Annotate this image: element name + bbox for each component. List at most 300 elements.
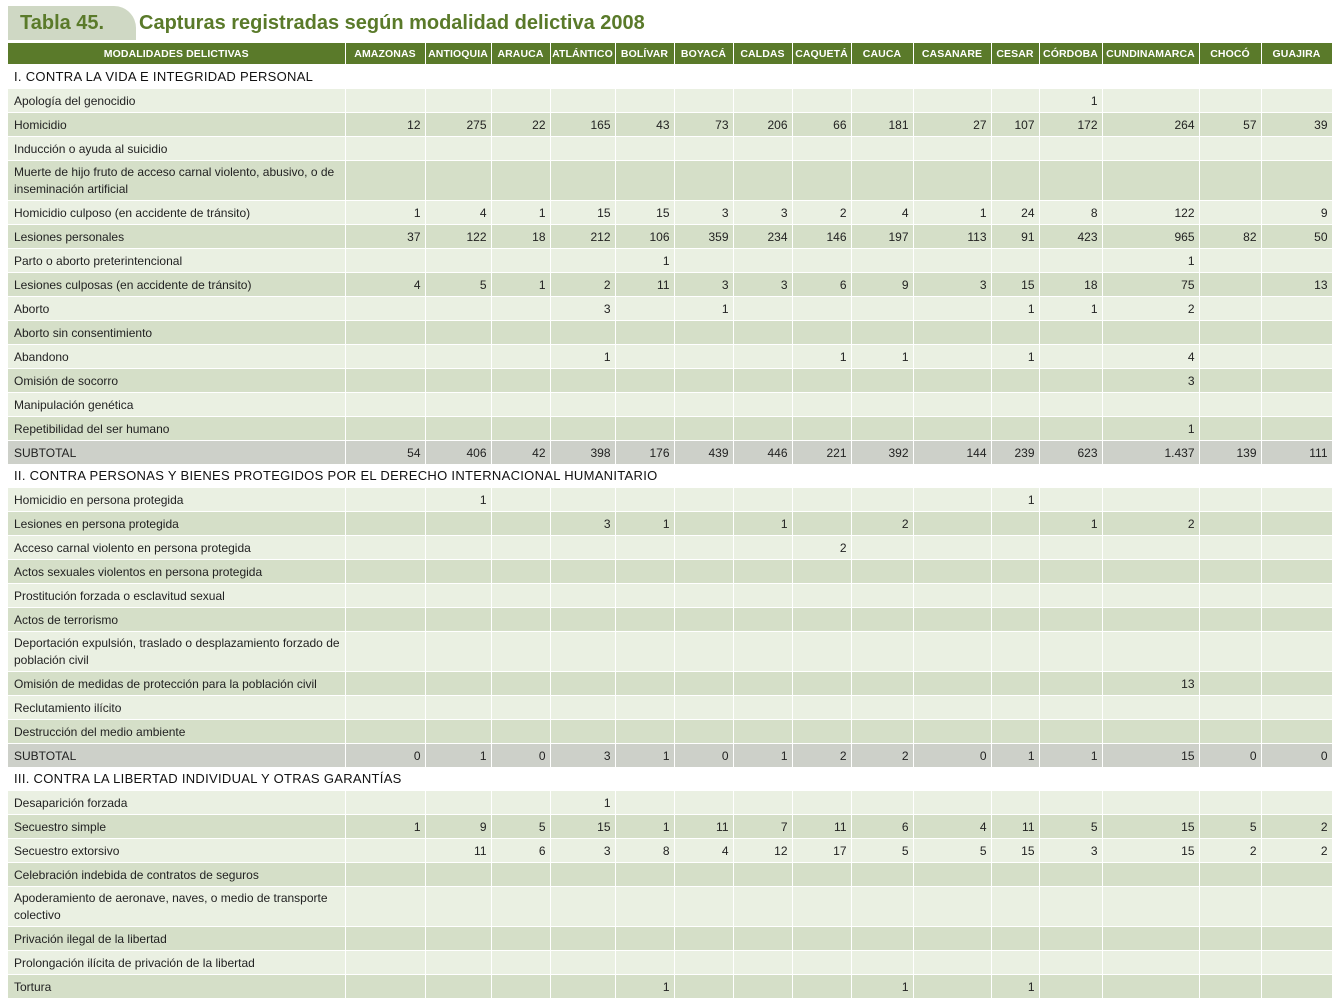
value-cell [425, 951, 491, 975]
value-cell [550, 417, 615, 441]
value-cell [674, 632, 733, 672]
value-cell [425, 584, 491, 608]
value-cell: 4 [851, 201, 913, 225]
value-cell [674, 584, 733, 608]
value-cell [491, 345, 550, 369]
value-cell [1199, 536, 1261, 560]
value-cell [345, 608, 425, 632]
value-cell: 82 [1199, 225, 1261, 249]
value-cell [550, 951, 615, 975]
value-cell [733, 791, 792, 815]
section-title: III. CONTRA LA LIBERTAD INDIVIDUAL Y OTRAS GARANTÍAS [8, 768, 1332, 791]
value-cell: 3 [733, 273, 792, 297]
value-cell: 15 [991, 273, 1039, 297]
value-cell: 122 [1102, 201, 1199, 225]
value-cell [550, 393, 615, 417]
value-cell [345, 863, 425, 887]
value-cell [991, 584, 1039, 608]
value-cell [1039, 975, 1102, 999]
value-cell [1102, 632, 1199, 672]
value-cell [1199, 89, 1261, 113]
value-cell: 2 [1102, 512, 1199, 536]
row-label: Abandono [8, 345, 345, 369]
table-row [8, 791, 1332, 815]
value-cell [792, 608, 851, 632]
value-cell: 206 [733, 113, 792, 137]
value-cell: 8 [615, 839, 674, 863]
value-cell [425, 161, 491, 201]
value-cell [913, 369, 991, 393]
value-cell [615, 369, 674, 393]
value-cell [733, 632, 792, 672]
value-cell [550, 488, 615, 512]
value-cell [792, 791, 851, 815]
value-cell [792, 584, 851, 608]
value-cell: 9 [425, 815, 491, 839]
value-cell [1261, 488, 1332, 512]
value-cell [550, 161, 615, 201]
section-header-row [8, 768, 1332, 791]
value-cell [792, 863, 851, 887]
value-cell [491, 975, 550, 999]
value-cell [615, 321, 674, 345]
row-label: Lesiones personales [8, 225, 345, 249]
value-cell [1199, 345, 1261, 369]
value-cell [851, 720, 913, 744]
value-cell [550, 89, 615, 113]
value-cell [1261, 696, 1332, 720]
value-cell [491, 887, 550, 927]
value-cell: 3 [550, 744, 615, 768]
value-cell [615, 927, 674, 951]
value-cell [913, 791, 991, 815]
value-cell: 275 [425, 113, 491, 137]
value-cell [1261, 536, 1332, 560]
value-cell [674, 512, 733, 536]
value-cell [550, 369, 615, 393]
value-cell [425, 791, 491, 815]
value-cell [1261, 297, 1332, 321]
value-cell: 1 [991, 744, 1039, 768]
value-cell [1199, 321, 1261, 345]
value-cell [674, 720, 733, 744]
value-cell: 144 [913, 441, 991, 465]
value-cell [1199, 249, 1261, 273]
subtotal-label: SUBTOTAL [8, 744, 345, 768]
value-cell [1039, 951, 1102, 975]
value-cell [425, 608, 491, 632]
value-cell [615, 608, 674, 632]
value-cell [491, 417, 550, 441]
value-cell [674, 887, 733, 927]
value-cell [1261, 560, 1332, 584]
value-cell [1199, 161, 1261, 201]
value-cell: 9 [1261, 201, 1332, 225]
value-cell [345, 839, 425, 863]
value-cell: 12 [345, 113, 425, 137]
value-cell [991, 249, 1039, 273]
value-cell [1199, 369, 1261, 393]
value-cell [345, 89, 425, 113]
value-cell [1261, 672, 1332, 696]
value-cell [991, 791, 1039, 815]
value-cell: 3 [674, 201, 733, 225]
value-cell [491, 720, 550, 744]
value-cell [1199, 720, 1261, 744]
value-cell [550, 975, 615, 999]
value-cell [991, 672, 1039, 696]
value-cell: 15 [550, 815, 615, 839]
value-cell [674, 393, 733, 417]
section-header-row [8, 465, 1332, 488]
value-cell: 1 [491, 201, 550, 225]
value-cell [1199, 608, 1261, 632]
value-cell [615, 488, 674, 512]
value-cell: 107 [991, 113, 1039, 137]
value-cell [1199, 137, 1261, 161]
value-cell: 423 [1039, 225, 1102, 249]
value-cell: 75 [1102, 273, 1199, 297]
value-cell [733, 393, 792, 417]
value-cell [991, 608, 1039, 632]
value-cell [792, 297, 851, 321]
value-cell [1102, 608, 1199, 632]
value-cell [491, 488, 550, 512]
value-cell: 176 [615, 441, 674, 465]
value-cell [491, 536, 550, 560]
value-cell [991, 696, 1039, 720]
value-cell: 0 [913, 744, 991, 768]
value-cell [991, 951, 1039, 975]
value-cell [1039, 369, 1102, 393]
value-cell [425, 137, 491, 161]
value-cell [1039, 249, 1102, 273]
table-row [8, 393, 1332, 417]
value-cell [733, 720, 792, 744]
value-cell [851, 672, 913, 696]
value-cell [1102, 951, 1199, 975]
value-cell [345, 720, 425, 744]
table-body [8, 65, 1332, 999]
value-cell [733, 249, 792, 273]
value-cell: 5 [1199, 815, 1261, 839]
value-cell [491, 297, 550, 321]
value-cell [1199, 417, 1261, 441]
value-cell: 11 [425, 839, 491, 863]
value-cell [1199, 951, 1261, 975]
value-cell [1199, 201, 1261, 225]
value-cell [851, 791, 913, 815]
value-cell [1102, 720, 1199, 744]
value-cell [1102, 560, 1199, 584]
value-cell [345, 161, 425, 201]
value-cell [851, 369, 913, 393]
value-cell [345, 975, 425, 999]
value-cell [792, 249, 851, 273]
value-cell [1102, 791, 1199, 815]
row-label: Aborto sin consentimiento [8, 321, 345, 345]
table-row [8, 632, 1332, 672]
value-cell [345, 393, 425, 417]
value-cell [792, 512, 851, 536]
value-cell: 1 [851, 975, 913, 999]
table-row [8, 417, 1332, 441]
value-cell: 1 [851, 345, 913, 369]
row-label: Lesiones culposas (en accidente de tránsito) [8, 273, 345, 297]
value-cell [1261, 369, 1332, 393]
value-cell [733, 887, 792, 927]
value-cell: 39 [1261, 113, 1332, 137]
value-cell [425, 536, 491, 560]
value-cell [1261, 975, 1332, 999]
value-cell [851, 536, 913, 560]
value-cell: 2 [1261, 839, 1332, 863]
value-cell [851, 161, 913, 201]
value-cell [674, 345, 733, 369]
row-label: Prolongación ilícita de privación de la libertad [8, 951, 345, 975]
column-header-department: CHOCÓ [1199, 43, 1261, 65]
value-cell: 15 [1102, 839, 1199, 863]
value-cell [913, 975, 991, 999]
value-cell [615, 393, 674, 417]
value-cell: 392 [851, 441, 913, 465]
value-cell [733, 975, 792, 999]
value-cell [851, 417, 913, 441]
value-cell [1261, 89, 1332, 113]
value-cell [674, 89, 733, 113]
value-cell [792, 672, 851, 696]
row-label: Homicidio en persona protegida [8, 488, 345, 512]
value-cell [615, 297, 674, 321]
value-cell [1102, 89, 1199, 113]
table-row [8, 113, 1332, 137]
value-cell [1261, 345, 1332, 369]
value-cell: 181 [851, 113, 913, 137]
value-cell [491, 863, 550, 887]
table-row [8, 369, 1332, 393]
value-cell [345, 696, 425, 720]
value-cell [733, 584, 792, 608]
value-cell [1261, 951, 1332, 975]
value-cell [991, 161, 1039, 201]
column-header-department: CAUCA [851, 43, 913, 65]
column-header-department: CESAR [991, 43, 1039, 65]
row-label: Deportación expulsión, traslado o desplazamiento forzado de población civil [8, 632, 345, 672]
table-row [8, 512, 1332, 536]
value-cell: 0 [1261, 744, 1332, 768]
row-label: Homicidio culposo (en accidente de tránsito) [8, 201, 345, 225]
value-cell [674, 249, 733, 273]
value-cell: 4 [1102, 345, 1199, 369]
value-cell [615, 632, 674, 672]
value-cell [491, 89, 550, 113]
value-cell [1261, 720, 1332, 744]
value-cell [851, 584, 913, 608]
value-cell [615, 89, 674, 113]
row-label: Tortura [8, 975, 345, 999]
row-label: Inducción o ayuda al suicidio [8, 137, 345, 161]
value-cell [1261, 249, 1332, 273]
table-row [8, 201, 1332, 225]
value-cell [792, 488, 851, 512]
value-cell [491, 321, 550, 345]
value-cell [913, 863, 991, 887]
value-cell [345, 488, 425, 512]
value-cell [1102, 393, 1199, 417]
value-cell [1039, 887, 1102, 927]
value-cell [615, 161, 674, 201]
value-cell [491, 951, 550, 975]
value-cell [345, 632, 425, 672]
value-cell [1102, 161, 1199, 201]
value-cell [1039, 720, 1102, 744]
column-header-department: CAQUETÁ [792, 43, 851, 65]
table-row [8, 608, 1332, 632]
table-row [8, 720, 1332, 744]
value-cell: 5 [851, 839, 913, 863]
value-cell [1102, 536, 1199, 560]
column-header-department: BOYACÁ [674, 43, 733, 65]
value-cell [792, 321, 851, 345]
value-cell [913, 249, 991, 273]
row-label: Celebración indebida de contratos de seguros [8, 863, 345, 887]
value-cell: 1 [1039, 512, 1102, 536]
value-cell [913, 393, 991, 417]
value-cell [1199, 632, 1261, 672]
value-cell [913, 345, 991, 369]
value-cell: 42 [491, 441, 550, 465]
column-header-department: CUNDINAMARCA [1102, 43, 1199, 65]
value-cell [425, 393, 491, 417]
value-cell [1102, 321, 1199, 345]
value-cell: 17 [792, 839, 851, 863]
value-cell: 1 [615, 249, 674, 273]
value-cell: 1 [550, 791, 615, 815]
value-cell: 1 [1039, 89, 1102, 113]
value-cell [345, 791, 425, 815]
row-label: Destrucción del medio ambiente [8, 720, 345, 744]
value-cell [991, 393, 1039, 417]
value-cell [425, 369, 491, 393]
value-cell [345, 512, 425, 536]
value-cell: 6 [851, 815, 913, 839]
value-cell: 122 [425, 225, 491, 249]
value-cell [425, 512, 491, 536]
value-cell [674, 560, 733, 584]
value-cell [345, 321, 425, 345]
value-cell [733, 417, 792, 441]
value-cell: 3 [913, 273, 991, 297]
value-cell: 2 [792, 744, 851, 768]
value-cell [792, 560, 851, 584]
value-cell [913, 951, 991, 975]
value-cell [1039, 488, 1102, 512]
value-cell: 239 [991, 441, 1039, 465]
table-row [8, 887, 1332, 927]
value-cell: 5 [491, 815, 550, 839]
value-cell: 13 [1102, 672, 1199, 696]
section-title: II. CONTRA PERSONAS Y BIENES PROTEGIDOS POR EL DERECHO INTERNACIONAL HUMANITARIO [8, 465, 1332, 488]
value-cell [913, 632, 991, 672]
value-cell [345, 887, 425, 927]
value-cell [550, 887, 615, 927]
value-cell [851, 696, 913, 720]
row-label: Omisión de socorro [8, 369, 345, 393]
value-cell: 165 [550, 113, 615, 137]
value-cell [674, 951, 733, 975]
value-cell [1199, 273, 1261, 297]
value-cell [991, 89, 1039, 113]
value-cell: 623 [1039, 441, 1102, 465]
value-cell [792, 417, 851, 441]
value-cell: 2 [792, 201, 851, 225]
value-cell: 15 [615, 201, 674, 225]
value-cell [851, 89, 913, 113]
value-cell [991, 321, 1039, 345]
value-cell: 212 [550, 225, 615, 249]
value-cell: 15 [1102, 815, 1199, 839]
value-cell [991, 512, 1039, 536]
value-cell [1039, 632, 1102, 672]
value-cell: 1 [615, 815, 674, 839]
value-cell [425, 632, 491, 672]
value-cell [550, 720, 615, 744]
value-cell: 0 [491, 744, 550, 768]
value-cell [1261, 512, 1332, 536]
value-cell: 6 [792, 273, 851, 297]
value-cell [491, 791, 550, 815]
value-cell: 439 [674, 441, 733, 465]
value-cell [733, 137, 792, 161]
value-cell [851, 137, 913, 161]
column-header-department: CÓRDOBA [1039, 43, 1102, 65]
column-header-department: ATLÁNTICO [550, 43, 615, 65]
value-cell: 2 [851, 512, 913, 536]
value-cell: 3 [550, 512, 615, 536]
value-cell: 8 [1039, 201, 1102, 225]
value-cell [1102, 584, 1199, 608]
value-cell [1199, 975, 1261, 999]
table-row [8, 696, 1332, 720]
value-cell [792, 975, 851, 999]
column-header-department: ANTIOQUIA [425, 43, 491, 65]
value-cell [1199, 297, 1261, 321]
value-cell [491, 696, 550, 720]
value-cell [674, 137, 733, 161]
value-cell [425, 345, 491, 369]
value-cell [1261, 927, 1332, 951]
value-cell [1102, 927, 1199, 951]
value-cell [345, 672, 425, 696]
value-cell: 2 [1261, 815, 1332, 839]
value-cell [491, 393, 550, 417]
value-cell [615, 791, 674, 815]
value-cell: 11 [792, 815, 851, 839]
value-cell: 1 [733, 512, 792, 536]
value-cell: 0 [1199, 744, 1261, 768]
value-cell [991, 536, 1039, 560]
table-row [8, 321, 1332, 345]
value-cell [1261, 608, 1332, 632]
row-label: Omisión de medidas de protección para la población civil [8, 672, 345, 696]
value-cell: 2 [792, 536, 851, 560]
value-cell: 5 [913, 839, 991, 863]
value-cell [425, 720, 491, 744]
value-cell [1199, 488, 1261, 512]
value-cell [615, 584, 674, 608]
value-cell [792, 887, 851, 927]
value-cell: 18 [491, 225, 550, 249]
